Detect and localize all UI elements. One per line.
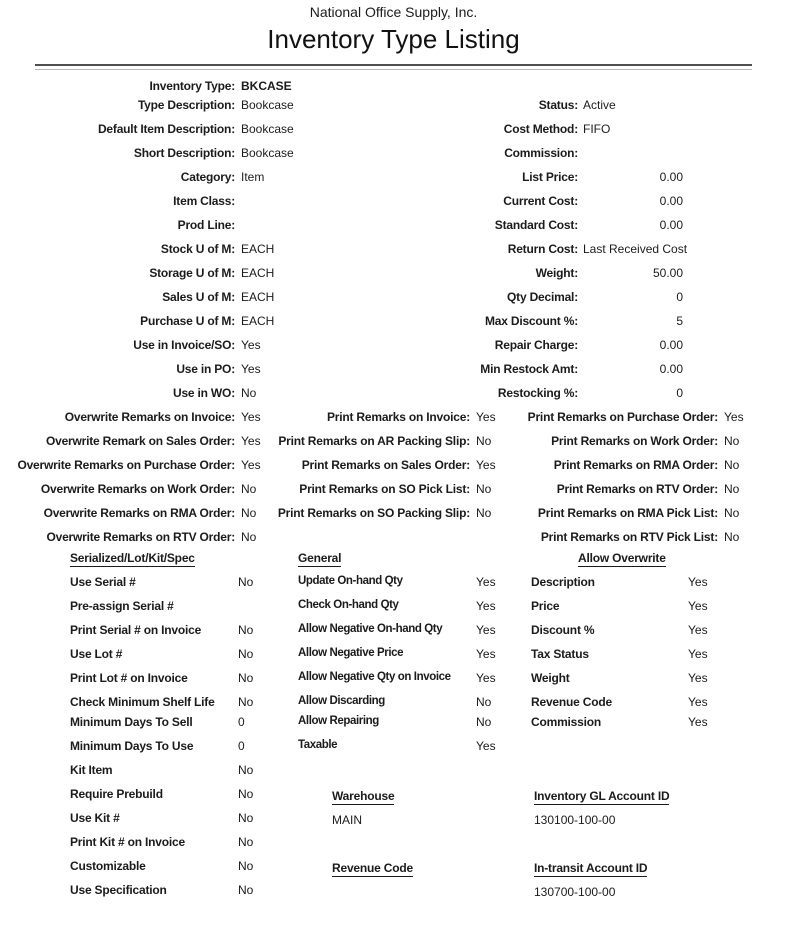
field-value: EACH [241,314,275,328]
warehouse-value: MAIN [332,813,362,827]
field-label: Taxable [298,739,338,751]
field-label: Inventory Type: [149,79,235,93]
field-value: Active [583,98,616,112]
field-value: 0 [676,290,683,304]
field-value: No [476,482,492,496]
field-label: Qty Decimal: [507,290,578,304]
field-label: Use Serial # [70,575,136,589]
field-row [0,314,787,331]
field-label: Sales U of M: [162,290,235,304]
field-value: Yes [476,623,496,637]
field-value: Yes [476,599,496,613]
field-value: No [241,386,257,400]
field-label: Short Description: [133,146,235,160]
field-value: No [238,763,254,777]
field-value: No [238,695,254,709]
field-row [0,146,787,163]
field-value: EACH [241,242,275,256]
field-value: 0 [238,739,245,753]
field-row [0,338,787,355]
field-row [0,883,787,900]
field-row [0,79,787,96]
field-value: 5 [676,314,683,328]
section-header-general: General [298,551,342,565]
field-value: Yes [241,338,261,352]
field-value: EACH [241,290,275,304]
field-value: Yes [688,671,708,685]
section-header-in-transit-account: In-transit Account ID [534,861,648,875]
field-value: 0.00 [659,362,683,376]
field-label: Check On-hand Qty [298,599,399,611]
field-value: Yes [241,434,261,448]
field-value: Yes [688,695,708,709]
field-label: Overwrite Remarks on Work Order: [40,482,235,496]
field-value: No [238,859,254,873]
field-value: Bookcase [241,146,294,160]
field-label: Kit Item [70,763,113,777]
field-label: Min Restock Amt: [480,362,578,376]
field-label: Standard Cost: [494,218,578,232]
field-label: Print Lot # on Invoice [70,671,188,685]
field-label: Allow Discarding [298,695,385,707]
field-label: Price [531,599,560,613]
field-row [0,266,787,283]
field-value: Yes [476,671,496,685]
field-value: 0.00 [659,194,683,208]
field-row [0,835,787,852]
field-value: Yes [476,458,496,472]
field-value: Yes [724,410,744,424]
section-header-revenue-code: Revenue Code [332,861,413,875]
section-header-allow-overwrite: Allow Overwrite [578,551,666,565]
field-value: 0.00 [659,338,683,352]
field-label: Category: [180,170,235,184]
field-label: Allow Negative Price [298,647,404,659]
field-row [0,739,787,756]
field-label: Item Class: [173,194,235,208]
field-label: Print Remarks on Work Order: [551,434,718,448]
field-row [0,434,787,451]
field-row [0,530,787,547]
field-label: List Price: [522,170,578,184]
field-value: No [238,671,254,685]
field-value: No [238,623,254,637]
field-value: Yes [476,739,496,753]
field-value: No [238,811,254,825]
field-label: Type Description: [137,98,235,112]
field-value: No [238,647,254,661]
field-value: No [724,434,740,448]
field-row [0,647,787,664]
field-value: No [724,506,740,520]
field-label: Status: [538,98,578,112]
field-label: Print Serial # on Invoice [70,623,202,637]
field-value: No [241,482,257,496]
field-label: Commission [531,715,602,729]
field-value: Yes [688,599,708,613]
field-row [0,242,787,259]
field-row [0,98,787,115]
field-label: Repair Charge: [494,338,578,352]
field-label: Description [531,575,595,589]
field-value: 0.00 [659,170,683,184]
field-label: Check Minimum Shelf Life [70,695,215,709]
field-label: Use in WO: [172,386,235,400]
field-label: Commission: [504,146,578,160]
field-value: Yes [688,715,708,729]
field-label: Default Item Description: [97,122,235,136]
field-value: No [241,530,257,544]
field-row [0,811,787,828]
field-label: Purchase U of M: [140,314,235,328]
field-value: Yes [688,647,708,661]
field-value: Yes [241,458,261,472]
field-row [0,290,787,307]
field-value: Yes [476,575,496,589]
in-transit-account-value: 130700-100-00 [534,885,616,899]
field-row [0,410,787,427]
field-label: Pre-assign Serial # [70,599,174,613]
field-label: Use Lot # [70,647,123,661]
field-value: No [476,434,492,448]
field-row [0,194,787,211]
field-label: Use in Invoice/SO: [133,338,235,352]
field-label: Print Remarks on RTV Pick List: [540,530,718,544]
field-label: Print Remarks on Purchase Order: [527,410,718,424]
field-value: Last Received Cost [583,242,688,256]
field-label: Print Kit # on Invoice [70,835,185,849]
field-value: No [476,695,492,709]
header-divider-dark [35,64,752,66]
field-label: Minimum Days To Use [70,739,194,753]
company-name: National Office Supply, Inc. [309,4,478,20]
field-value: No [238,883,254,897]
field-value: No [238,835,254,849]
field-value: 0 [238,715,245,729]
field-row [0,122,787,139]
field-row [0,386,787,403]
field-label: Current Cost: [503,194,578,208]
field-label: Weight [531,671,570,685]
field-label: Tax Status [531,647,589,661]
field-label: Return Cost: [507,242,578,256]
field-label: Allow Repairing [298,715,379,727]
field-value: No [724,458,740,472]
field-value: 50.00 [652,266,683,280]
field-value: No [238,787,254,801]
field-row [0,575,787,592]
field-label: Use Kit # [70,811,120,825]
field-value: 0.00 [659,218,683,232]
field-label: Print Remarks on RMA Order: [553,458,718,472]
field-row [0,599,787,616]
field-label: Use Specification [70,883,167,897]
field-label: Revenue Code [531,695,612,709]
field-value: Yes [241,362,261,376]
field-value: FIFO [583,122,611,136]
field-label: Max Discount %: [484,314,578,328]
field-label: Use in PO: [176,362,235,376]
field-row [0,170,787,187]
field-label: Print Remarks on RMA Pick List: [537,506,718,520]
field-value: No [238,575,254,589]
field-value: BKCASE [241,79,292,93]
field-label: Overwrite Remarks on RMA Order: [43,506,235,520]
field-label: Storage U of M: [149,266,235,280]
field-value: EACH [241,266,275,280]
field-label: Require Prebuild [70,787,163,801]
field-row [0,506,787,523]
field-label: Print Remarks on SO Pick List: [299,482,470,496]
page-title: Inventory Type Listing [267,24,520,54]
field-label: Customizable [70,859,146,873]
field-value: No [724,482,740,496]
field-row [0,458,787,475]
field-value: Yes [688,575,708,589]
header-divider-light [35,69,752,70]
field-label: Discount % [531,623,595,637]
field-value: Yes [688,623,708,637]
field-label: Print Remarks on RTV Order: [556,482,718,496]
section-header-inventory-gl-account: Inventory GL Account ID [534,789,670,803]
field-label: Print Remarks on AR Packing Slip: [278,434,470,448]
field-label: Prod Line: [177,218,235,232]
field-value: Yes [241,410,261,424]
field-value: Bookcase [241,98,294,112]
field-label: Print Remarks on SO Packing Slip: [277,506,470,520]
field-label: Allow Negative On-hand Qty [298,623,443,635]
field-label: Print Remarks on Invoice: [326,410,470,424]
field-label: Print Remarks on Sales Order: [301,458,470,472]
inventory-gl-account-value: 130100-100-00 [534,813,616,827]
field-row [0,671,787,688]
field-label: Overwrite Remarks on Invoice: [64,410,235,424]
field-label: Stock U of M: [160,242,235,256]
field-label: Cost Method: [503,122,578,136]
field-label: Weight: [535,266,578,280]
field-label: Overwrite Remark on Sales Order: [45,434,235,448]
field-row [0,715,787,732]
field-value: Bookcase [241,122,294,136]
field-value: 0 [676,386,683,400]
field-label: Overwrite Remarks on RTV Order: [46,530,235,544]
field-value: No [241,506,257,520]
field-label: Minimum Days To Sell [70,715,193,729]
section-header-serialized: Serialized/Lot/Kit/Spec [70,551,195,565]
field-row [0,482,787,499]
field-value: Yes [476,647,496,661]
field-value: Yes [476,410,496,424]
field-value: No [476,506,492,520]
field-row [0,362,787,379]
field-row [0,763,787,780]
field-label: Update On-hand Qty [298,575,403,587]
field-value: No [724,530,740,544]
field-value: Item [241,170,265,184]
field-value: No [476,715,492,729]
section-header-warehouse: Warehouse [332,789,395,803]
field-row [0,695,787,712]
field-row [0,623,787,640]
field-label: Overwrite Remarks on Purchase Order: [17,458,235,472]
field-label: Allow Negative Qty on Invoice [298,671,451,683]
field-label: Restocking %: [497,386,578,400]
field-row [0,218,787,235]
